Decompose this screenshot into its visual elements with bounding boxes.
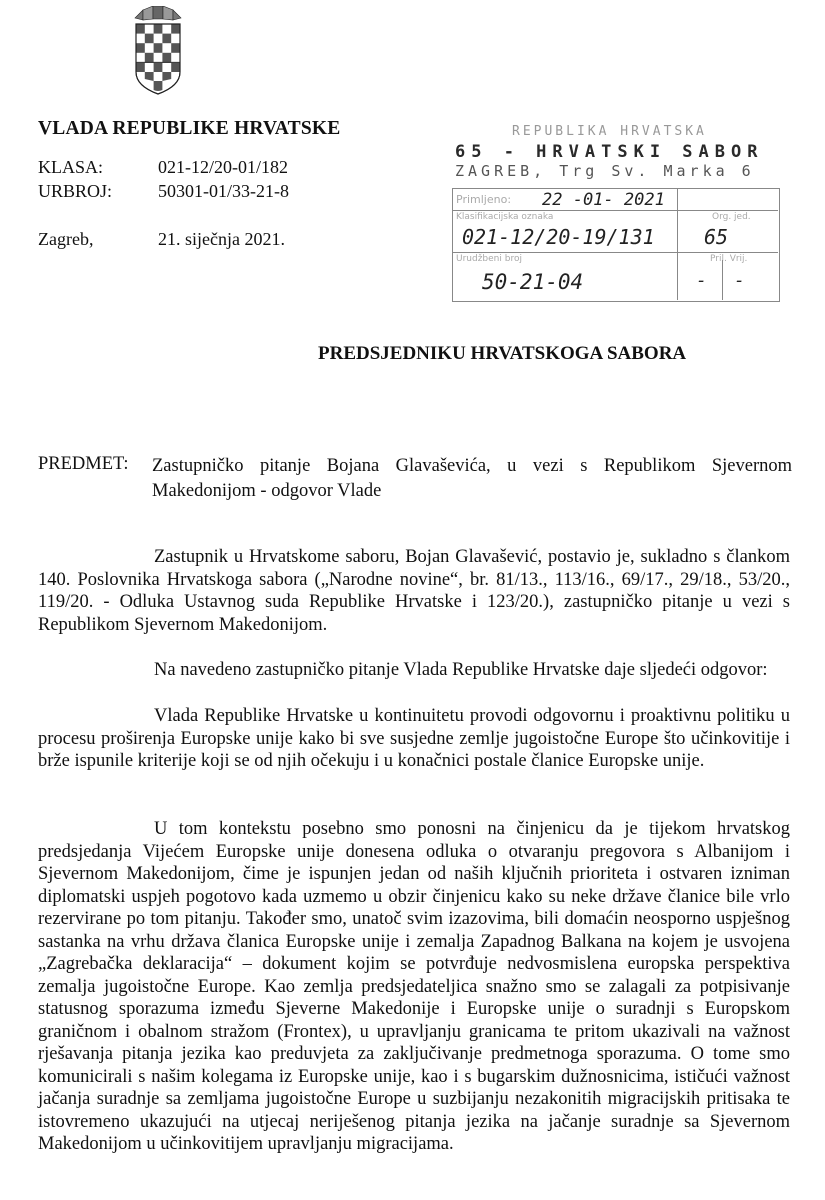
stamp-received-date: 22 -01- 2021 — [542, 190, 665, 210]
stamp-received-label: Primljeno: — [456, 193, 512, 206]
croatian-coat-of-arms-icon — [133, 6, 183, 96]
subject-text: Zastupničko pitanje Bojana Glavaševića, u vezi s Republikom Sjevernom Makedonijom - odgovor Vlade — [152, 456, 792, 501]
stamp-reg-label: Urudžbeni broj — [456, 254, 522, 264]
stamp-reg-value: 50-21-04 — [482, 270, 584, 294]
paragraph-1: Zastupnik u Hrvatskome saboru, Bojan Glavašević, postavio je, sukladno s člankom 140. Poslovnika Hrvatskoga sabora („Narodne novine“, br. 81/13., 113/16., 69/17., 29/18., 53/20., 119/20. - Odluka Ustavnog suda Republike Hrvatske i 123/20.), zastupničko pitanje u vezi s Republikom Sjevernom Makedonijom. — [38, 547, 790, 635]
place: Zagreb, — [38, 229, 94, 249]
stamp-line-1: REPUBLIKA HRVATSKA — [512, 124, 707, 139]
urbroj-value: 50301-01/33-21-8 — [158, 181, 289, 201]
stamp-org-value: 65 — [704, 225, 729, 249]
reception-stamp — [452, 120, 782, 305]
paragraph-4: U tom kontekstu posebno smo ponosni na činjenicu da je tijekom hrvatskog predsjedanja Vijećem Europske unije donesena odluka o otvaranju pregovora s Albanijom i Sjevernom Makedonijom, čime je ispunjen jedan od naših ključnih prioriteta i ostvaren izniman diplomatski uspjeh pogotovo kada uzmemo u obzir činjenicu kako su neke države članice bile vrlo rezervirane po tom pitanju. Također smo, unatoč svim izazovima, bili domaćin neosporno uspješnog sastanka na vrhu država članica Europske unije i zemalja Zapadnog Balkana na kojem je usvojena „Zagrebačka deklaracija“ – dokument kojim se potvrđuje nedvosmislena europska perspektiva zemalja jugoistočne Europe. Kao zemlja predsjedateljica snažno smo se zalagali za potpisivanje statusnog sporazuma između Sjeverne Makedonije i Europske unije o suradnji s Europskom graničnom i obalnom stražom (Frontex), u upravljanju granicama te pritom ukazivali na važnost rješavanja pitanja jezika kao preduvjeta za zaključivanje predmetnoga sporazuma. O tome smo komunicirali s našim kolegama iz Europske unije, kao i s bugarskim dužnosnicima, ističući važnost jačanja suradnje sa zemljama jugoistočne Europe u suzbijanju nezakonitih migracijskih pritisaka te istovremeno ukazujući na utjecaj neriješenog pitanja jezika na jačanje suradnje sa Sjevernom Makedonijom u učinkovitijem upravljanju migracijama. — [38, 819, 790, 1154]
stamp-class-label: Klasifikacijska oznaka — [456, 212, 554, 222]
stamp-line-3: ZAGREB, Trg Sv. Marka 6 — [455, 162, 755, 180]
date: 21. siječnja 2021. — [158, 229, 285, 249]
stamp-att-value: - — [696, 270, 707, 291]
government-title: VLADA REPUBLIKE HRVATSKE — [38, 118, 341, 139]
stamp-line-2: 65 - HRVATSKI SABOR — [455, 142, 764, 162]
paragraph-3: Vlada Republike Hrvatske u kontinuitetu provodi odgovornu i proaktivnu politiku u procesu proširenja Europske unije kako bi sve susjedne zemlje jugoistočne Europe što učinkovitije i brže ispunile kriterije koji se od njih očekuju i u konačnici postale članice Europske unije. — [38, 706, 790, 771]
stamp-val-value: - — [734, 270, 745, 291]
klasa-value: 021-12/20-01/182 — [158, 157, 288, 177]
addressee: PREDSJEDNIKU HRVATSKOGA SABORA — [318, 343, 687, 364]
urbroj-label: URBROJ: — [38, 181, 113, 201]
klasa-label: KLASA: — [38, 157, 104, 177]
stamp-att-label: Pril. Vrij. — [710, 254, 748, 264]
subject-label: PREDMET: — [38, 454, 129, 474]
stamp-class-value: 021-12/20-19/131 — [462, 225, 655, 249]
paragraph-2: Na navedeno zastupničko pitanje Vlada Republike Hrvatske daje sljedeći odgovor: — [154, 660, 768, 680]
stamp-org-label: Org. jed. — [712, 212, 751, 222]
